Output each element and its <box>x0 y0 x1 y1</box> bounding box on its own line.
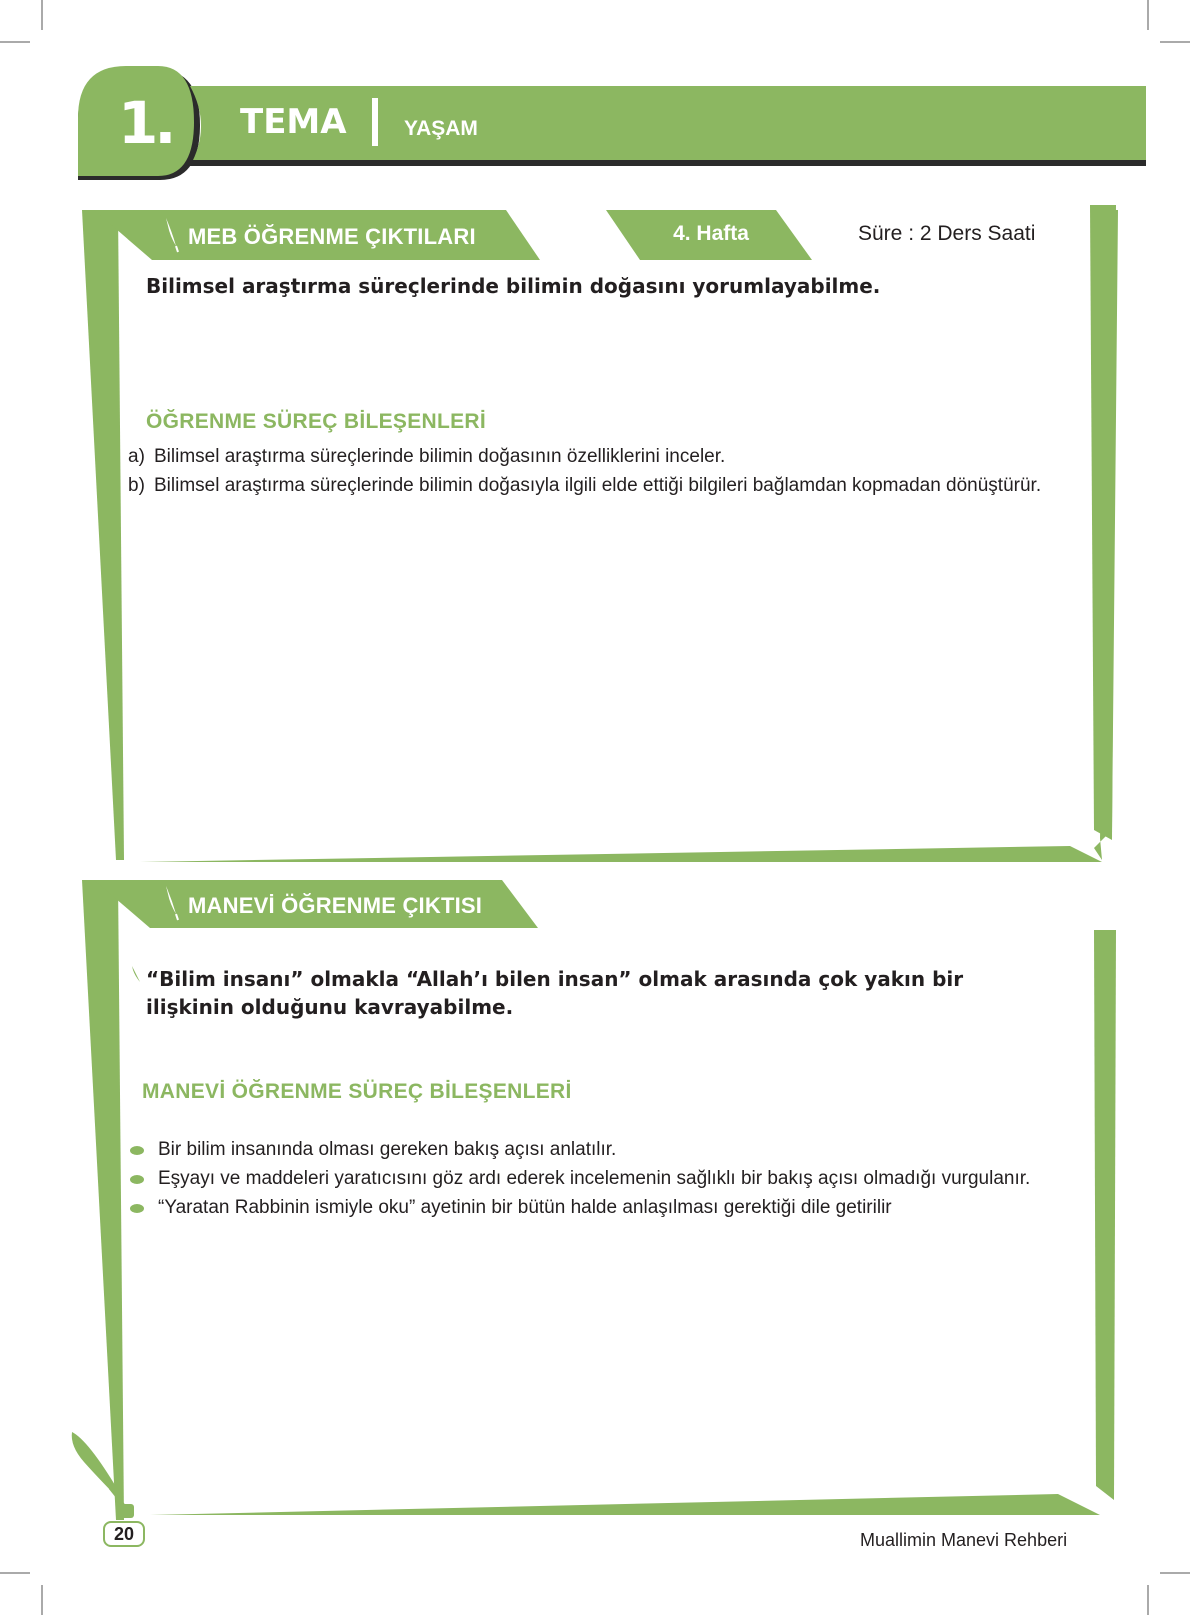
bullet-dot-icon <box>130 1146 144 1155</box>
header-separator <box>372 98 378 146</box>
duration-label: Süre : 2 Ders Saati <box>858 222 1036 245</box>
theme-number: 1. <box>118 89 173 157</box>
quill-inkwell-icon <box>72 1432 134 1518</box>
list-item-text: Bilimsel araştırma süreçlerinde bilimin doğasının özelliklerini inceler. <box>154 446 726 467</box>
page-number: 20 <box>103 1521 145 1547</box>
list-item <box>128 1135 1048 1164</box>
manevi-objective: “Bilim insanı” olmakla “Allah’ı bilen insan” olmak arasında çok yakın bir ilişkinin olduğunu kavrayabilme. <box>146 967 964 1019</box>
book-title: Muallimin Manevi Rehberi <box>860 1530 1068 1550</box>
list-marker: b) <box>128 475 145 496</box>
list-item <box>128 1164 1048 1193</box>
meb-components-list <box>128 442 1088 500</box>
theme-name: YAŞAM <box>404 117 478 140</box>
list-marker: a) <box>128 446 145 467</box>
list-item-text: Bir bilim insanında olması gereken bakış açısı anlatılır. <box>158 1139 617 1160</box>
bullet-dot-icon <box>130 1204 144 1213</box>
meb-components-title: ÖĞRENME SÜREÇ BİLEŞENLERİ <box>146 410 487 433</box>
list-item <box>128 471 1088 500</box>
manevi-components-title: MANEVİ ÖĞRENME SÜREÇ BİLEŞENLERİ <box>142 1080 572 1103</box>
manevi-components-list <box>128 1135 1048 1222</box>
list-item <box>128 442 1088 471</box>
list-item <box>128 1193 1048 1222</box>
list-item-text: Bilimsel araştırma süreçlerinde bilimin doğasıyla ilgili elde ettiği bilgileri bağlamdan kopmadan dönüştürür. <box>154 475 1042 496</box>
list-item-text: “Yaratan Rabbinin ismiyle oku” ayetinin bir bütün halde anlaşılması gerektiği dile getirilir <box>158 1197 892 1218</box>
bullet-dot-icon <box>130 1175 144 1184</box>
manevi-banner-title: MANEVİ ÖĞRENME ÇIKTISI <box>188 893 483 918</box>
meb-objective: Bilimsel araştırma süreçlerinde bilimin doğasını yorumlayabilme. <box>146 274 881 298</box>
week-label: 4. Hafta <box>673 222 749 245</box>
list-item-text: Eşyayı ve maddeleri yaratıcısını göz ardı ederek incelemenin sağlıklı bir bakış açısı olmadığı vurgulanır. <box>158 1168 1031 1189</box>
theme-label: TEMA <box>240 102 347 142</box>
meb-banner-title: MEB ÖĞRENME ÇIKTILARI <box>188 224 476 249</box>
